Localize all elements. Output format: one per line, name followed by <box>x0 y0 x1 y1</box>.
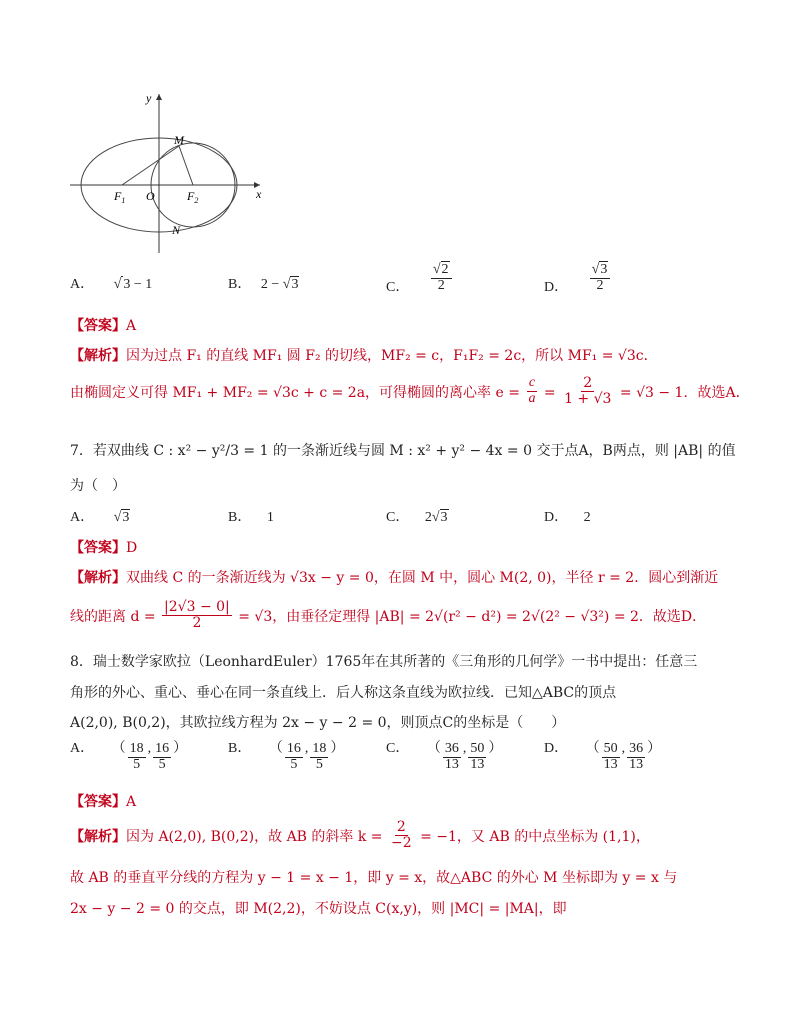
label-n: N <box>172 223 181 237</box>
analysis-text: 双曲线 C 的一条渐近线为 √3x − y = 0，在圆 M 中，圆心 M(2, 0)，半径 r = 2．圆心到渐近 <box>126 570 719 586</box>
q6-analysis-line1 <box>70 345 658 365</box>
q7-stem-line1: 7．若双曲线 C : x² − y²/3 = 1 的一条渐近线与圆 M : x² + y² − 4x = 0 交于点A，B两点，则 |AB| 的值 <box>70 443 736 459</box>
analysis-tag: 【解析】 <box>70 348 126 364</box>
option-fraction: $\frac{18}{5}$ <box>129 741 144 772</box>
q6-answer <box>70 315 136 335</box>
analysis-text: 因为过点 F₁ 的直线 MF₁ 圆 F₂ 的切线，MF₂ = c，F₁F₂ = 2c，所以 MF₁ = √3c． <box>126 348 658 364</box>
option-value: 3 − 1 <box>123 277 153 292</box>
option-letter: D． <box>544 510 569 525</box>
q7-answer <box>70 537 137 557</box>
analysis-text: = −1，又 AB 的中点坐标为 (1,1)， <box>420 829 650 846</box>
fraction-eccentricity: $\frac{2}{1 + √3}$ <box>564 375 612 407</box>
option-fraction: $\frac{16}{5}$ <box>286 741 301 772</box>
q8-stem-line2: 角形的外心、重心、垂心在同一条直线上．后人称这条直线为欧拉线．已知△ABC的顶点 <box>70 685 617 701</box>
option-letter: A． <box>70 510 95 525</box>
segment-mf2 <box>179 146 193 185</box>
option-fraction: $\frac{36}{13}$ <box>444 741 459 772</box>
option-value: 2 <box>583 510 591 525</box>
answer-value: A <box>126 794 137 810</box>
analysis-text: = √3，由垂径定理得 |AB| = 2√(r² − d²) = 2√(2² − √3²) = 2．故选D． <box>238 609 707 626</box>
option-letter: B． <box>228 510 252 525</box>
q8-stem-line1: 8．瑞士数学家欧拉（LeonhardEuler）1765年在其所著的《三角形的几何学》一书中提出：任意三 <box>70 654 698 670</box>
q8-option-b: B． （ $\frac{16}{5}$ , $\frac{18}{5}$ ） <box>228 741 345 772</box>
option-fraction: $\frac{50}{13}$ <box>470 741 485 772</box>
label-o: O <box>146 189 155 203</box>
option-letter: C． <box>386 741 410 757</box>
q7-analysis-line1 <box>70 567 718 587</box>
q6-option-c <box>386 262 454 296</box>
q8-option-a: A． （ $\frac{18}{5}$ , $\frac{16}{5}$ ） <box>70 741 188 772</box>
option-letter: B． <box>228 277 252 292</box>
option-letter: A． <box>70 277 95 292</box>
analysis-tag: 【解析】 <box>70 829 126 846</box>
q8-analysis-line2: 故 AB 的垂直平分线的方程为 y − 1 = x − 1，即 y = x，故△ABC 的外心 M 坐标即为 y = x 与 <box>70 870 678 886</box>
q6-option-a <box>70 273 152 293</box>
option-letter: C． <box>386 280 410 296</box>
q7-option-d <box>544 506 591 526</box>
option-value: 2 − <box>260 277 283 292</box>
analysis-text: = √3 − 1．故选A． <box>619 385 750 402</box>
option-fraction: $\frac{36}{13}$ <box>629 741 644 772</box>
q8-analysis-line1 <box>70 820 650 850</box>
answer-tag: 【答案】 <box>70 318 126 334</box>
fraction-slope: $\frac{2}{-2}$ <box>391 819 412 851</box>
label-m: M <box>174 133 184 147</box>
label-f2: $F_2$ <box>187 189 199 205</box>
label-y: y <box>146 91 152 105</box>
q6-option-d <box>544 262 612 296</box>
answer-tag: 【答案】 <box>70 794 126 810</box>
option-fraction: $\frac{18}{5}$ <box>312 741 327 772</box>
option-letter: D． <box>544 280 569 296</box>
q7-option-c <box>386 506 449 526</box>
q8-analysis-line3: 2x − y − 2 = 0 的交点，即 M(2,2)，不妨设点 C(x,y)，则 |MC| = |MA|，即 <box>70 901 567 917</box>
q8-answer <box>70 791 136 811</box>
option-fraction: $\frac{50}{13}$ <box>603 741 618 772</box>
analysis-text: 因为 A(2,0), B(0,2)，故 AB 的斜率 k = <box>126 829 383 846</box>
ellipse-circle-diagram <box>62 88 272 258</box>
option-letter: D． <box>544 741 569 757</box>
analysis-text: 线的距离 d = <box>70 609 156 626</box>
option-value: 1 <box>266 510 274 525</box>
analysis-tag: 【解析】 <box>70 570 126 586</box>
q7-option-b <box>228 506 274 526</box>
radical: √ 3 <box>283 277 300 293</box>
option-fraction: √ $\frac{2}{2}$ <box>431 263 452 293</box>
option-letter: A． <box>70 741 95 757</box>
q7-analysis-line2 <box>70 600 706 630</box>
option-fraction: √ $\frac{3}{2}$ <box>590 263 611 293</box>
q6-analysis-line2: 由椭圆定义可得 MF₁ + MF₂ = √3c + c = 2a，可得椭圆的离心率 e = $\frac{c}{a}$ = $\frac{2}{1 + √3}$ = √3 − 1．故选A． <box>70 375 750 407</box>
answer-value: D <box>126 540 138 556</box>
q6-option-b <box>228 273 299 293</box>
option-fraction: $\frac{16}{5}$ <box>155 741 170 772</box>
q8-option-c: C． （ $\frac{36}{13}$ , $\frac{50}{13}$ ） <box>386 741 503 772</box>
label-f1: $F_1$ <box>114 189 126 205</box>
fraction-distance: $\frac{|2√3 - 0|}{2}$ <box>164 599 230 631</box>
radical <box>114 277 124 293</box>
option-letter: B． <box>228 741 252 757</box>
q8-option-d: D． （ $\frac{50}{13}$ , $\frac{36}{13}$ ） <box>544 741 662 772</box>
option-value: 2 <box>424 510 432 525</box>
option-letter: C． <box>386 510 410 525</box>
q8-stem-line3: A(2,0), B(0,2)，其欧拉线方程为 2x − y − 2 = 0，则顶点C的坐标是（ ） <box>70 715 566 731</box>
radical: √ 3 <box>432 510 449 526</box>
analysis-text: 由椭圆定义可得 MF₁ + MF₂ = √3c + c = 2a，可得椭圆的离心率 e = <box>70 385 520 402</box>
radical: √ 3 <box>114 510 131 526</box>
q7-option-a <box>70 506 130 526</box>
answer-value: A <box>126 318 137 334</box>
q7-stem-line2: 为（ ） <box>70 478 126 494</box>
segment-mf1 <box>122 146 179 185</box>
label-x: x <box>256 187 262 201</box>
answer-tag: 【答案】 <box>70 540 126 556</box>
fraction-c-over-a: $\frac{c}{a}$ <box>528 375 536 406</box>
